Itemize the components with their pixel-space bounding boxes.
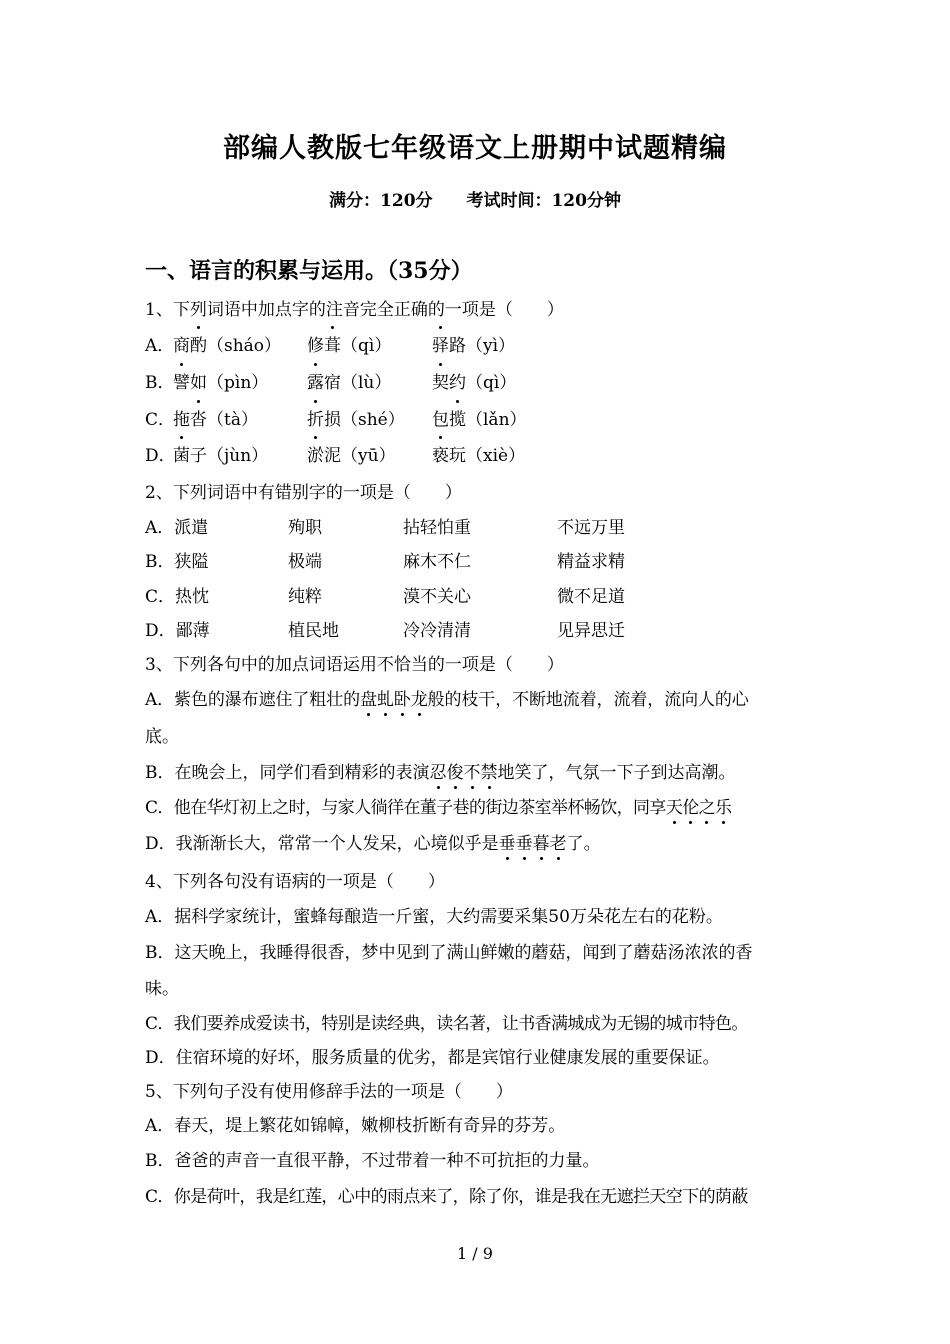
dotted-char: 俊 <box>447 758 464 783</box>
dotted-char: 露 <box>307 368 324 393</box>
q3-stem: 3、下列各句中的加点词语运用不恰当的一项是（ ） <box>145 655 564 675</box>
dotted-char: 虬 <box>377 685 394 710</box>
q4-option-b: B．这天晚上，我睡得很香，梦中见到了满山鲜嫩的蘑菇，闻到了蘑菇汤浓浓的香 <box>145 943 753 963</box>
q2-word: 麻木不仁 <box>403 552 471 572</box>
dotted-char: 垂 <box>516 829 533 854</box>
q1-word: 包揽（lǎn） <box>432 405 527 430</box>
q2-word: 植民地 <box>288 621 339 641</box>
q3-option-a: A．紫色的瀑布遮住了粗壮的盘虬卧龙般的枝干，不断地流着，流着，流向人的心 <box>145 685 749 710</box>
dotted-char: 不 <box>464 758 481 783</box>
q2-word: 极端 <box>288 552 322 572</box>
q1-word: 拖沓（tà） <box>173 405 258 430</box>
dotted-char: 折 <box>307 405 324 430</box>
dotted-char: 老 <box>550 829 567 854</box>
dotted-char: 乐 <box>715 793 731 818</box>
q2-word: C．热忱 <box>145 587 210 607</box>
option-label: A． <box>145 336 175 356</box>
q1-word: 驿路（yì） <box>432 331 515 356</box>
dotted-char: 天 <box>666 793 682 818</box>
q1-word: 亵玩（xiè） <box>432 441 525 466</box>
q2-word: B．狭隘 <box>145 552 209 572</box>
q2-word: 纯粹 <box>288 587 322 607</box>
q4-stem: 4、下列各句没有语病的一项是（ ） <box>145 872 445 892</box>
q1-word: 露宿（lù） <box>307 368 391 393</box>
q1-word: 淤泥（yū） <box>307 441 396 466</box>
q2-word: 精益求精 <box>557 552 625 572</box>
dotted-char: 之 <box>699 793 715 818</box>
q4-option-b-cont: 味。 <box>145 979 179 999</box>
dotted-char: 譬 <box>173 368 190 393</box>
q3-option-b: B．在晚会上，同学们看到精彩的表演忍俊不禁地笑了，气氛一下子到达高潮。 <box>145 758 736 783</box>
q5-option-b: B．爸爸的声音一直很平静，不过带着一种不可抗拒的力量。 <box>145 1151 600 1171</box>
dotted-char: 卧 <box>394 685 411 710</box>
q3-option-c: C．他在华灯初上之时，与家人徜徉在董子巷的街边茶室举杯畅饮，同享天伦之乐 <box>145 793 731 818</box>
q5-option-a: A．春天，堤上繁花如锦幛，嫩柳枝折断有奇异的芬芳。 <box>145 1116 566 1136</box>
q2-word: 殉职 <box>288 518 322 538</box>
section-heading: 一、语言的积累与运用。（35分） <box>145 258 473 284</box>
dotted-char: 葺 <box>324 331 341 356</box>
q1-word: 修葺（qì） <box>307 331 391 356</box>
q2-word: 冷冷清清 <box>403 621 471 641</box>
dotted-char: 垂 <box>499 829 516 854</box>
dotted-char: 驿 <box>432 331 449 356</box>
q4-option-d: D．住宿环境的好坏，服务质量的优劣，都是宾馆行业健康发展的重要保证。 <box>145 1048 720 1068</box>
q4-option-c: C．我们要养成爱读书，特别是读经典，读名著，让书香满城成为无锡的城市特色。 <box>145 1014 748 1034</box>
q2-word: D．鄙薄 <box>145 621 210 641</box>
dotted-char: 忍 <box>430 758 447 783</box>
q1-stem: 1、下列词语中加点字的注音完全正确的一项是（ ） <box>145 300 564 320</box>
dotted-char: 龙 <box>411 685 428 710</box>
exam-time: 考试时间：120分钟 <box>466 191 621 211</box>
dotted-char: 亵 <box>432 441 449 466</box>
full-score: 满分：120分 <box>329 191 433 211</box>
q1-word: 折损（shé） <box>307 405 405 430</box>
dotted-char: 淤 <box>307 441 324 466</box>
q1-word: 商酌（sháo） <box>173 331 281 356</box>
dotted-char: 沓 <box>190 405 207 430</box>
q2-word: 不远万里 <box>557 518 625 538</box>
dotted-char: 揽 <box>449 405 466 430</box>
dotted-char: 禁 <box>481 758 498 783</box>
dotted-char: 伦 <box>682 793 698 818</box>
exam-title: 部编人教版七年级语文上册期中试题精编 <box>223 133 727 164</box>
q5-option-c: C．你是荷叶，我是红莲，心中的雨点来了，除了你，谁是我在无遮拦天空下的荫蔽 <box>145 1187 748 1207</box>
q2-word: A．派遣 <box>145 518 209 538</box>
exam-info <box>0 186 950 211</box>
q2-word: 拈轻怕重 <box>403 518 471 538</box>
option-label: B． <box>145 373 175 393</box>
q1-word: 契约（qì） <box>432 368 516 393</box>
q2-word: 见异思迁 <box>557 621 625 641</box>
q2-word: 微不足道 <box>557 587 625 607</box>
q2-word: 漠不关心 <box>403 587 471 607</box>
option-label: C． <box>145 410 176 430</box>
dotted-char: 酌 <box>190 331 207 356</box>
q1-word: 菌子（jùn） <box>173 441 268 466</box>
page-number: 1 / 9 <box>457 1244 493 1263</box>
dotted-char: 暮 <box>533 829 550 854</box>
q2-stem: 2、下列词语中有错别字的一项是（ ） <box>145 483 462 503</box>
option-label: D． <box>145 446 176 466</box>
q1-word: 譬如（pìn） <box>173 368 268 393</box>
q4-option-a: A．据科学家统计，蜜蜂每酿造一斤蜜，大约需要采集50万朵花左右的花粉。 <box>145 907 723 927</box>
dotted-char: 菌 <box>173 441 190 466</box>
q3-option-a-cont: 底。 <box>145 727 179 747</box>
dotted-char: 契 <box>432 368 449 393</box>
q3-option-d: D．我渐渐长大，常常一个人发呆，心境似乎是垂垂暮老了。 <box>145 829 601 854</box>
q5-stem: 5、下列句子没有使用修辞手法的一项是（ ） <box>145 1082 513 1102</box>
dotted-char: 盘 <box>360 685 377 710</box>
